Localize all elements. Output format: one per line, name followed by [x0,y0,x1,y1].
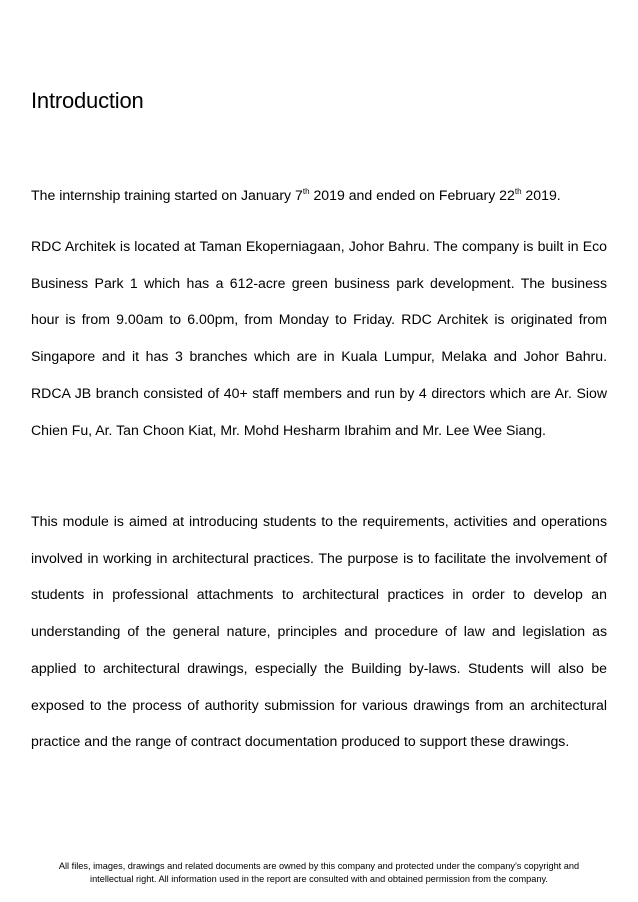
company-paragraph: RDC Architek is located at Taman Ekoperniagaan, Johor Bahru. The company is built in Eco Business Park 1 which has a 612-acre green business park development. The business hour is from 9.00am to 6.00pm, from Monday to Friday. RDC Architek is originated from Singapore and it has 3 branches which are in Kuala Lumpur, Melaka and Johor Bahru. RDCA JB branch consisted of 40+ staff members and run by 4 directors which are Ar. Siow Chien Fu, Ar. Tan Choon Kiat, Mr. Mohd Hesharm Ibrahim and Mr. Lee Wee Siang. [31,238,607,438]
dates-text-part2: 2019 and ended on February 22 [309,187,515,203]
module-paragraph: This module is aimed at introducing students to the requirements, activities and operations involved in working in architectural practices. The purpose is to facilitate the involvement of students in professional attachments to architectural practices in order to develop an understanding of the general nature, principles and procedure of law and legislation as applied to architectural drawings, especially the Building by-laws. Students will also be exposed to the process of authority submission for various drawings from an architectural practice and the range of contract documentation produced to support these drawings. [31,513,607,750]
internship-dates-paragraph [31,177,607,214]
ordinal-suffix-end: th [514,187,522,196]
page-title: Introduction [31,88,144,113]
footer-line-2: intellectual right. All information used in the report are consulted with and obtained permission from the company. [90,874,548,884]
ordinal-suffix-start: th [302,187,310,196]
dates-text-part1: The internship training started on January 7 [31,187,303,203]
dates-text-part3: 2019. [521,187,561,203]
footer-line-1: All files, images, drawings and related documents are owned by this company and protected under the company’s copyright and [58,861,580,871]
copyright-footer [31,860,607,886]
